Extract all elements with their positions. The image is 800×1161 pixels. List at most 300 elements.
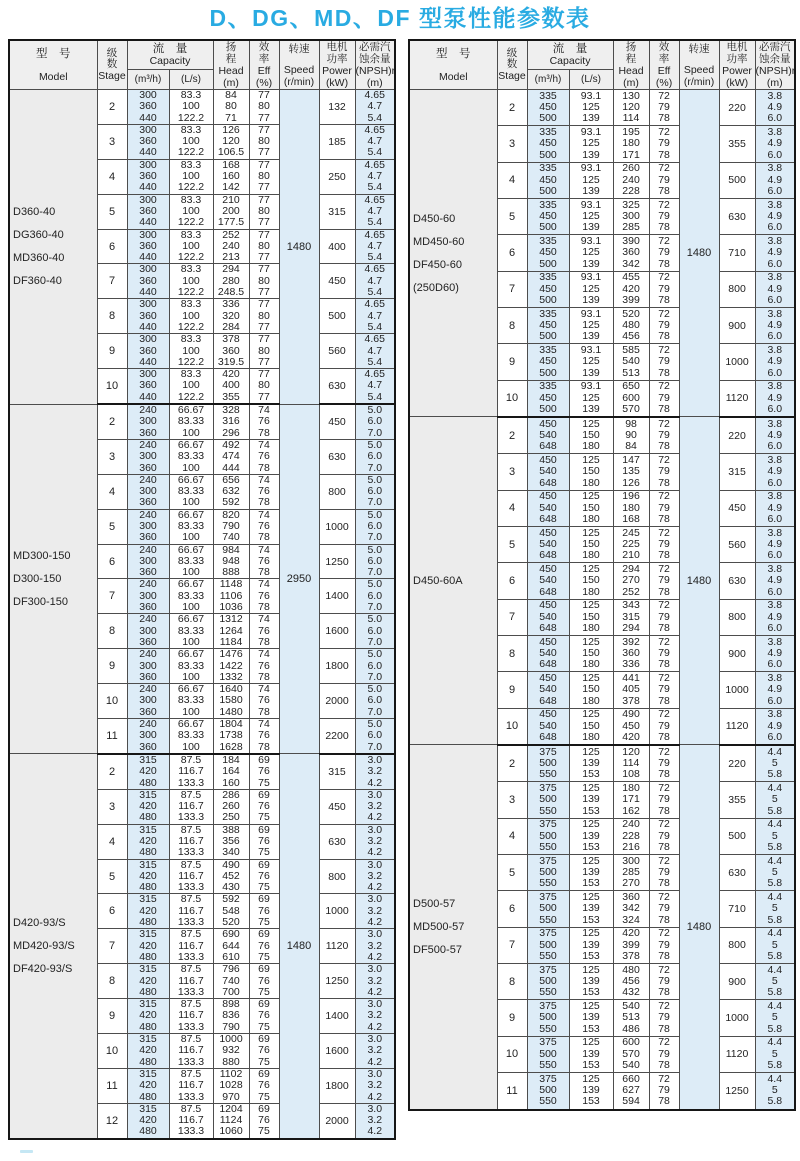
power-cell: 1120 xyxy=(719,380,755,417)
model-name: MD420-93/S xyxy=(13,940,75,953)
flow-m3h-cell: 300 360 440 xyxy=(127,124,169,159)
eff-cell: 72 79 78 xyxy=(649,745,679,782)
flow-ls-cell: 83.3 100 122.2 xyxy=(169,90,213,125)
flow-ls-cell: 93.1 125 139 xyxy=(569,271,613,307)
head-cell: 656 632 592 xyxy=(213,474,249,509)
head-cell: 260 240 228 xyxy=(613,162,649,198)
col-header-stage: 级 数 Stage xyxy=(497,40,527,90)
power-cell: 900 xyxy=(719,635,755,671)
flow-ls-cell: 87.5 116.7 133.3 xyxy=(169,789,213,824)
flow-m3h-cell: 300 360 440 xyxy=(127,264,169,299)
npsh-cell: 4.4 5 5.8 xyxy=(755,1000,795,1036)
npsh-cell: 3.8 4.9 6.0 xyxy=(755,417,795,454)
eff-cell: 72 79 78 xyxy=(649,344,679,380)
flow-m3h-cell: 375 500 550 xyxy=(527,745,569,782)
eff-cell: 72 79 78 xyxy=(649,1072,679,1109)
stage-cell: 3 xyxy=(497,782,527,818)
power-cell: 1000 xyxy=(719,344,755,380)
eff-cell: 72 79 78 xyxy=(649,454,679,490)
stage-cell: 9 xyxy=(97,999,127,1034)
head-cell: 600 570 540 xyxy=(613,1036,649,1072)
col-header-eff: 效 率 Eff (%) xyxy=(649,40,679,90)
head-cell: 168 160 142 xyxy=(213,159,249,194)
power-cell: 630 xyxy=(319,824,355,859)
stage-cell: 4 xyxy=(97,159,127,194)
flow-m3h-cell: 450 540 648 xyxy=(527,672,569,708)
eff-cell: 69 76 75 xyxy=(249,999,279,1034)
stage-cell: 8 xyxy=(97,614,127,649)
stage-cell: 3 xyxy=(497,454,527,490)
stage-cell: 10 xyxy=(97,1034,127,1069)
stage-cell: 6 xyxy=(97,894,127,929)
stage-cell: 8 xyxy=(497,963,527,999)
eff-cell: 72 79 78 xyxy=(649,526,679,562)
flow-m3h-cell: 240 300 360 xyxy=(127,719,169,754)
model-name: MD450-60 xyxy=(413,235,465,248)
stage-cell: 7 xyxy=(497,927,527,963)
flow-ls-cell: 125 139 153 xyxy=(569,927,613,963)
flow-ls-cell: 93.1 125 139 xyxy=(569,380,613,417)
eff-cell: 74 76 78 xyxy=(249,404,279,439)
flow-ls-cell: 93.1 125 139 xyxy=(569,162,613,198)
flow-ls-cell: 125 139 153 xyxy=(569,1000,613,1036)
flow-ls-cell: 87.5 116.7 133.3 xyxy=(169,824,213,859)
stage-cell: 6 xyxy=(497,891,527,927)
eff-cell: 72 79 78 xyxy=(649,162,679,198)
model-cell xyxy=(9,404,97,754)
model-name: D450-60A xyxy=(413,574,463,587)
flow-m3h-cell: 300 360 440 xyxy=(127,369,169,404)
eff-cell: 69 76 75 xyxy=(249,894,279,929)
eff-cell: 69 76 75 xyxy=(249,789,279,824)
power-cell: 400 xyxy=(319,229,355,264)
col-header-stage: 级 数 Stage xyxy=(97,40,127,90)
power-cell: 800 xyxy=(719,927,755,963)
flow-ls-cell: 93.1 125 139 xyxy=(569,90,613,126)
power-cell: 2200 xyxy=(319,719,355,754)
flow-m3h-cell: 450 540 648 xyxy=(527,563,569,599)
npsh-cell: 3.8 4.9 6.0 xyxy=(755,307,795,343)
flow-m3h-cell: 315 420 480 xyxy=(127,1034,169,1069)
flow-m3h-cell: 375 500 550 xyxy=(527,963,569,999)
stage-cell: 9 xyxy=(497,344,527,380)
head-cell: 820 790 740 xyxy=(213,509,249,544)
flow-ls-cell: 93.1 125 139 xyxy=(569,307,613,343)
flow-ls-cell: 83.3 100 122.2 xyxy=(169,334,213,369)
flow-ls-cell: 125 139 153 xyxy=(569,1072,613,1109)
stage-cell: 2 xyxy=(97,754,127,789)
flow-ls-cell: 87.5 116.7 133.3 xyxy=(169,859,213,894)
flow-m3h-cell: 315 420 480 xyxy=(127,999,169,1034)
flow-ls-cell: 87.5 116.7 133.3 xyxy=(169,754,213,789)
model-name: DG360-40 xyxy=(13,229,64,242)
flow-m3h-cell: 375 500 550 xyxy=(527,927,569,963)
head-cell: 490 452 430 xyxy=(213,859,249,894)
npsh-cell: 4.4 5 5.8 xyxy=(755,891,795,927)
head-cell: 898 836 790 xyxy=(213,999,249,1034)
flow-m3h-cell: 300 360 440 xyxy=(127,299,169,334)
power-cell: 630 xyxy=(719,854,755,890)
head-cell: 336 320 284 xyxy=(213,299,249,334)
stage-cell: 6 xyxy=(97,229,127,264)
flow-m3h-cell: 335 450 500 xyxy=(527,90,569,126)
stage-cell: 5 xyxy=(497,526,527,562)
flow-ls-cell: 66.67 83.33 100 xyxy=(169,439,213,474)
head-cell: 480 456 432 xyxy=(613,963,649,999)
flow-m3h-cell: 450 540 648 xyxy=(527,599,569,635)
stage-cell: 4 xyxy=(497,162,527,198)
eff-cell: 77 80 77 xyxy=(249,194,279,229)
npsh-cell: 5.0 6.0 7.0 xyxy=(355,649,395,684)
head-cell: 294 270 252 xyxy=(613,563,649,599)
stage-cell: 7 xyxy=(97,929,127,964)
flow-m3h-cell: 375 500 550 xyxy=(527,818,569,854)
head-cell: 245 225 210 xyxy=(613,526,649,562)
stage-cell: 9 xyxy=(497,1000,527,1036)
npsh-cell: 3.8 4.9 6.0 xyxy=(755,162,795,198)
stage-cell: 10 xyxy=(497,380,527,417)
power-cell: 500 xyxy=(719,818,755,854)
model-cell xyxy=(409,745,497,1110)
flow-ls-cell: 125 139 153 xyxy=(569,963,613,999)
power-cell: 132 xyxy=(319,90,355,125)
eff-cell: 74 76 78 xyxy=(249,509,279,544)
model-name: D450-60 xyxy=(413,212,456,225)
eff-cell: 72 79 78 xyxy=(649,198,679,234)
npsh-cell: 4.65 4.7 5.4 xyxy=(355,90,395,125)
flow-ls-cell: 93.1 125 139 xyxy=(569,235,613,271)
page-footer-mark xyxy=(20,1150,33,1153)
npsh-cell: 3.8 4.9 6.0 xyxy=(755,599,795,635)
stage-cell: 9 xyxy=(97,334,127,369)
eff-cell: 74 76 78 xyxy=(249,439,279,474)
stage-row xyxy=(409,90,795,126)
flow-m3h-cell: 450 540 648 xyxy=(527,454,569,490)
eff-cell: 69 76 75 xyxy=(249,964,279,999)
eff-cell: 72 79 78 xyxy=(649,271,679,307)
col-header-capacity: 流 量 Capacity xyxy=(127,40,213,70)
flow-ls-cell: 66.67 83.33 100 xyxy=(169,719,213,754)
head-cell: 1640 1580 1480 xyxy=(213,684,249,719)
eff-cell: 72 79 78 xyxy=(649,235,679,271)
flow-m3h-cell: 300 360 440 xyxy=(127,334,169,369)
head-cell: 492 474 444 xyxy=(213,439,249,474)
npsh-cell: 4.4 5 5.8 xyxy=(755,782,795,818)
stage-cell: 11 xyxy=(97,1068,127,1103)
flow-ls-cell: 83.3 100 122.2 xyxy=(169,124,213,159)
npsh-cell: 4.65 4.7 5.4 xyxy=(355,229,395,264)
eff-cell: 77 80 77 xyxy=(249,369,279,404)
power-cell: 800 xyxy=(719,599,755,635)
eff-cell: 72 79 78 xyxy=(649,490,679,526)
eff-cell: 72 79 78 xyxy=(649,126,679,162)
eff-cell: 77 80 77 xyxy=(249,159,279,194)
npsh-cell: 5.0 6.0 7.0 xyxy=(355,474,395,509)
flow-m3h-cell: 335 450 500 xyxy=(527,235,569,271)
power-cell: 1120 xyxy=(319,929,355,964)
flow-m3h-cell: 335 450 500 xyxy=(527,126,569,162)
flow-m3h-cell: 315 420 480 xyxy=(127,754,169,789)
power-cell: 900 xyxy=(719,307,755,343)
col-header-power: 电机 功率 Power (kW) xyxy=(319,40,355,90)
power-cell: 710 xyxy=(719,235,755,271)
stage-cell: 2 xyxy=(97,90,127,125)
stage-cell: 2 xyxy=(97,404,127,439)
npsh-cell: 3.8 4.9 6.0 xyxy=(755,198,795,234)
power-cell: 630 xyxy=(319,369,355,404)
model-name: D300-150 xyxy=(13,572,62,585)
head-cell: 210 200 177.5 xyxy=(213,194,249,229)
stage-cell: 10 xyxy=(97,369,127,404)
head-cell: 420 399 378 xyxy=(613,927,649,963)
model-name: MD300-150 xyxy=(13,549,71,562)
eff-cell: 69 76 75 xyxy=(249,1068,279,1103)
npsh-cell: 3.0 3.2 4.2 xyxy=(355,824,395,859)
stage-cell: 10 xyxy=(497,1036,527,1072)
flow-m3h-cell: 240 300 360 xyxy=(127,439,169,474)
speed-cell: 1480 xyxy=(679,745,719,1110)
stage-row xyxy=(409,745,795,782)
head-cell: 252 240 213 xyxy=(213,229,249,264)
flow-ls-cell: 87.5 116.7 133.3 xyxy=(169,894,213,929)
model-cell xyxy=(9,90,97,405)
flow-ls-cell: 66.67 83.33 100 xyxy=(169,474,213,509)
eff-cell: 72 79 78 xyxy=(649,672,679,708)
power-cell: 1800 xyxy=(319,1068,355,1103)
eff-cell: 72 79 78 xyxy=(649,854,679,890)
stage-cell: 2 xyxy=(497,745,527,782)
page-title: D、DG、MD、DF 型泵性能参数表 xyxy=(209,5,591,31)
npsh-cell: 4.65 4.7 5.4 xyxy=(355,159,395,194)
stage-cell: 2 xyxy=(497,90,527,126)
eff-cell: 72 79 78 xyxy=(649,782,679,818)
npsh-cell: 3.0 3.2 4.2 xyxy=(355,964,395,999)
power-cell: 1250 xyxy=(319,544,355,579)
flow-ls-cell: 66.67 83.33 100 xyxy=(169,544,213,579)
head-cell: 98 90 84 xyxy=(613,417,649,454)
flow-m3h-cell: 335 450 500 xyxy=(527,162,569,198)
head-cell: 392 360 336 xyxy=(613,635,649,671)
speed-cell: 1480 xyxy=(279,90,319,405)
flow-m3h-cell: 335 450 500 xyxy=(527,198,569,234)
flow-m3h-cell: 450 540 648 xyxy=(527,490,569,526)
flow-ls-cell: 66.67 83.33 100 xyxy=(169,509,213,544)
stage-cell: 3 xyxy=(497,126,527,162)
flow-ls-cell: 125 139 153 xyxy=(569,891,613,927)
flow-m3h-cell: 315 420 480 xyxy=(127,964,169,999)
stage-row xyxy=(9,404,395,439)
flow-m3h-cell: 315 420 480 xyxy=(127,859,169,894)
head-cell: 195 180 171 xyxy=(613,126,649,162)
model-name: MD360-40 xyxy=(13,252,65,265)
power-cell: 450 xyxy=(319,264,355,299)
stage-row xyxy=(409,417,795,454)
npsh-cell: 3.8 4.9 6.0 xyxy=(755,235,795,271)
stage-cell: 3 xyxy=(97,789,127,824)
npsh-cell: 3.8 4.9 6.0 xyxy=(755,672,795,708)
npsh-cell: 3.0 3.2 4.2 xyxy=(355,999,395,1034)
flow-ls-cell: 87.5 116.7 133.3 xyxy=(169,1068,213,1103)
power-cell: 560 xyxy=(319,334,355,369)
stage-row xyxy=(9,754,395,789)
flow-ls-cell: 125 150 180 xyxy=(569,454,613,490)
npsh-cell: 4.65 4.7 5.4 xyxy=(355,369,395,404)
eff-cell: 74 76 78 xyxy=(249,649,279,684)
flow-ls-cell: 66.67 83.33 100 xyxy=(169,579,213,614)
head-cell: 294 280 248.5 xyxy=(213,264,249,299)
flow-ls-cell: 66.67 83.33 100 xyxy=(169,614,213,649)
power-cell: 315 xyxy=(719,454,755,490)
head-cell: 343 315 294 xyxy=(613,599,649,635)
power-cell: 800 xyxy=(319,474,355,509)
flow-m3h-cell: 450 540 648 xyxy=(527,526,569,562)
flow-m3h-cell: 450 540 648 xyxy=(527,708,569,745)
col-header-head: 扬 程 Head (m) xyxy=(613,40,649,90)
power-cell: 1600 xyxy=(319,614,355,649)
power-cell: 220 xyxy=(719,745,755,782)
stage-cell: 5 xyxy=(97,509,127,544)
flow-ls-cell: 125 139 153 xyxy=(569,782,613,818)
npsh-cell: 3.8 4.9 6.0 xyxy=(755,344,795,380)
flow-m3h-cell: 315 420 480 xyxy=(127,894,169,929)
npsh-cell: 5.0 6.0 7.0 xyxy=(355,719,395,754)
head-cell: 300 285 270 xyxy=(613,854,649,890)
stage-cell: 7 xyxy=(497,271,527,307)
power-cell: 1800 xyxy=(319,649,355,684)
stage-cell: 7 xyxy=(497,599,527,635)
stage-cell: 4 xyxy=(497,490,527,526)
head-cell: 441 405 378 xyxy=(613,672,649,708)
eff-cell: 72 79 78 xyxy=(649,818,679,854)
flow-m3h-cell: 375 500 550 xyxy=(527,1000,569,1036)
eff-cell: 72 79 78 xyxy=(649,90,679,126)
model-name: DF360-40 xyxy=(13,275,62,288)
eff-cell: 72 79 78 xyxy=(649,635,679,671)
power-cell: 220 xyxy=(719,90,755,126)
stage-cell: 10 xyxy=(497,708,527,745)
head-cell: 378 360 319.5 xyxy=(213,334,249,369)
head-cell: 1102 1028 970 xyxy=(213,1068,249,1103)
power-cell: 2000 xyxy=(319,684,355,719)
head-cell: 796 740 700 xyxy=(213,964,249,999)
eff-cell: 72 79 78 xyxy=(649,307,679,343)
stage-cell: 8 xyxy=(497,307,527,343)
stage-cell: 8 xyxy=(97,299,127,334)
col-header-capacity: 流 量 Capacity xyxy=(527,40,613,70)
eff-cell: 69 76 75 xyxy=(249,929,279,964)
flow-m3h-cell: 375 500 550 xyxy=(527,854,569,890)
flow-ls-cell: 125 150 180 xyxy=(569,672,613,708)
head-cell: 585 540 513 xyxy=(613,344,649,380)
head-cell: 360 342 324 xyxy=(613,891,649,927)
flow-m3h-cell: 375 500 550 xyxy=(527,891,569,927)
flow-m3h-cell: 240 300 360 xyxy=(127,404,169,439)
flow-ls-cell: 125 139 153 xyxy=(569,745,613,782)
npsh-cell: 5.0 6.0 7.0 xyxy=(355,614,395,649)
flow-ls-cell: 93.1 125 139 xyxy=(569,344,613,380)
flow-m3h-cell: 300 360 440 xyxy=(127,194,169,229)
table-body xyxy=(409,90,795,1110)
flow-ls-cell: 125 139 153 xyxy=(569,818,613,854)
eff-cell: 72 79 78 xyxy=(649,417,679,454)
power-cell: 450 xyxy=(319,404,355,439)
model-cell xyxy=(409,90,497,417)
npsh-cell: 3.0 3.2 4.2 xyxy=(355,754,395,789)
flow-ls-cell: 125 150 180 xyxy=(569,708,613,745)
flow-m3h-cell: 300 360 440 xyxy=(127,159,169,194)
eff-cell: 72 79 78 xyxy=(649,1000,679,1036)
speed-cell: 1480 xyxy=(679,90,719,417)
stage-cell: 8 xyxy=(497,635,527,671)
eff-cell: 72 79 78 xyxy=(649,708,679,745)
flow-ls-cell: 93.1 125 139 xyxy=(569,198,613,234)
npsh-cell: 5.0 6.0 7.0 xyxy=(355,439,395,474)
head-cell: 455 420 399 xyxy=(613,271,649,307)
power-cell: 1600 xyxy=(319,1034,355,1069)
col-header-model: 型 号 Model xyxy=(409,40,497,90)
flow-m3h-cell: 240 300 360 xyxy=(127,614,169,649)
stage-cell: 6 xyxy=(497,563,527,599)
stage-cell: 7 xyxy=(97,579,127,614)
col-header-head: 扬 程 Head (m) xyxy=(213,40,249,90)
npsh-cell: 4.4 5 5.8 xyxy=(755,1072,795,1109)
stage-row xyxy=(9,90,395,125)
flow-ls-cell: 83.3 100 122.2 xyxy=(169,194,213,229)
head-cell: 120 114 108 xyxy=(613,745,649,782)
power-cell: 500 xyxy=(319,299,355,334)
flow-ls-cell: 125 150 180 xyxy=(569,526,613,562)
npsh-cell: 4.4 5 5.8 xyxy=(755,818,795,854)
stage-cell: 11 xyxy=(497,1072,527,1109)
head-cell: 126 120 106.5 xyxy=(213,124,249,159)
power-cell: 630 xyxy=(319,439,355,474)
npsh-cell: 3.8 4.9 6.0 xyxy=(755,708,795,745)
npsh-cell: 4.65 4.7 5.4 xyxy=(355,124,395,159)
head-cell: 1000 932 880 xyxy=(213,1034,249,1069)
flow-m3h-cell: 240 300 360 xyxy=(127,509,169,544)
stage-cell: 4 xyxy=(97,474,127,509)
npsh-cell: 4.65 4.7 5.4 xyxy=(355,194,395,229)
eff-cell: 72 79 78 xyxy=(649,1036,679,1072)
stage-cell: 2 xyxy=(497,417,527,454)
npsh-cell: 4.65 4.7 5.4 xyxy=(355,334,395,369)
col-header-m3h: (m³/h) xyxy=(527,70,569,90)
npsh-cell: 4.4 5 5.8 xyxy=(755,927,795,963)
stage-cell: 3 xyxy=(97,439,127,474)
head-cell: 490 450 420 xyxy=(613,708,649,745)
table-header xyxy=(9,40,395,90)
eff-cell: 77 80 77 xyxy=(249,124,279,159)
npsh-cell: 3.0 3.2 4.2 xyxy=(355,894,395,929)
npsh-cell: 3.0 3.2 4.2 xyxy=(355,1103,395,1138)
eff-cell: 77 80 77 xyxy=(249,334,279,369)
head-cell: 660 627 594 xyxy=(613,1072,649,1109)
power-cell: 220 xyxy=(719,417,755,454)
npsh-cell: 5.0 6.0 7.0 xyxy=(355,509,395,544)
head-cell: 147 135 126 xyxy=(613,454,649,490)
flow-ls-cell: 87.5 116.7 133.3 xyxy=(169,929,213,964)
npsh-cell: 5.0 6.0 7.0 xyxy=(355,684,395,719)
npsh-cell: 5.0 6.0 7.0 xyxy=(355,404,395,439)
col-header-npsh: 必需汽 蚀余量 (NPSH)r (m) xyxy=(355,41,396,89)
flow-m3h-cell: 315 420 480 xyxy=(127,1068,169,1103)
stage-cell: 8 xyxy=(97,964,127,999)
eff-cell: 77 80 77 xyxy=(249,229,279,264)
flow-m3h-cell: 315 420 480 xyxy=(127,789,169,824)
col-header-power: 电机 功率 Power (kW) xyxy=(719,40,755,90)
flow-ls-cell: 125 150 180 xyxy=(569,599,613,635)
flow-ls-cell: 125 150 180 xyxy=(569,635,613,671)
